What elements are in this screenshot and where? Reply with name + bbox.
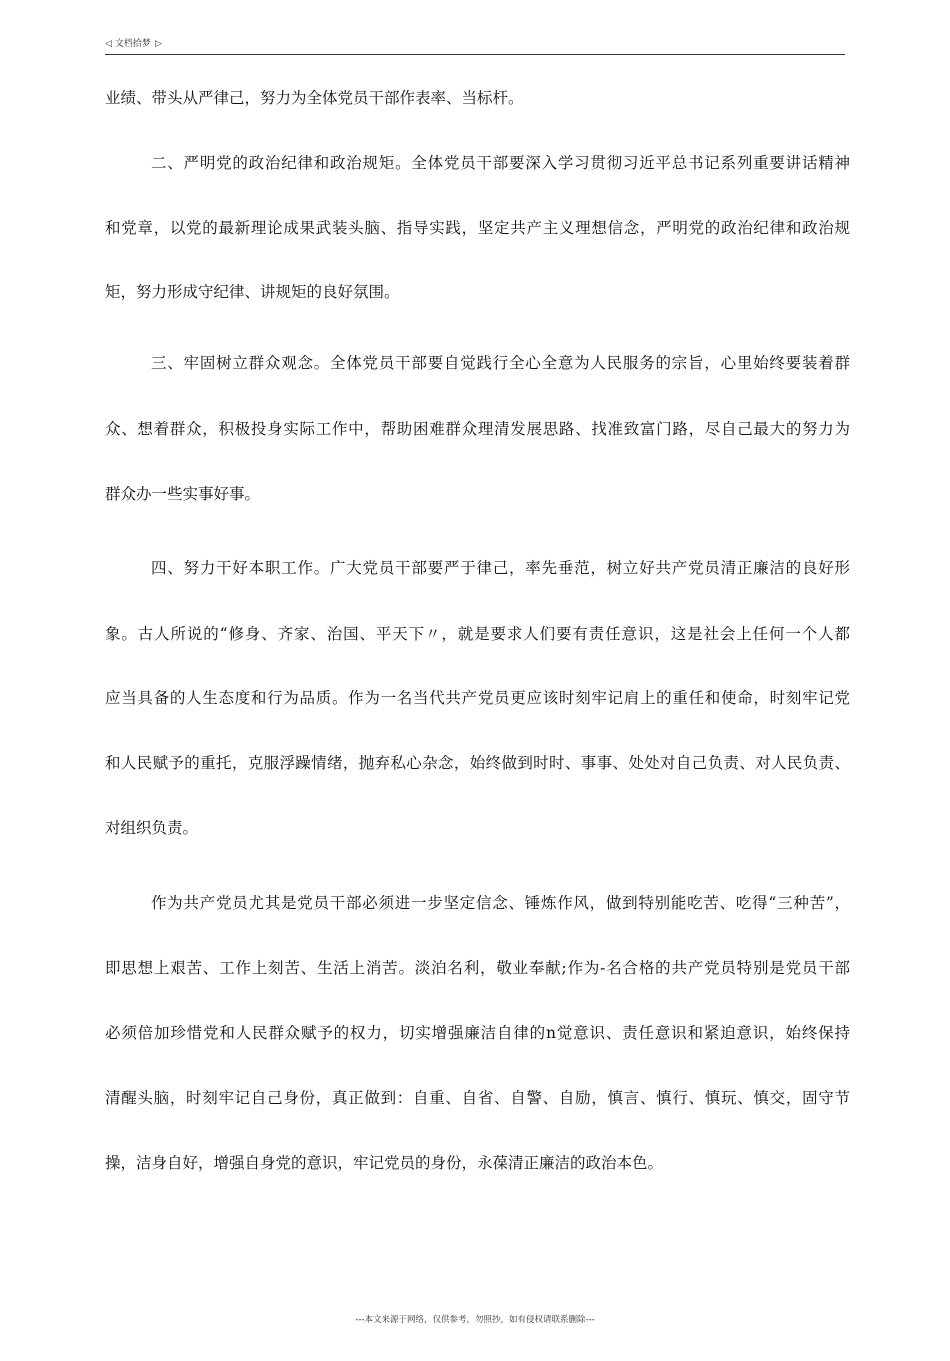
text-line: 二、严明党的政治纪律和政治规矩。全体党员干部要深入学习贯彻习近平总书记系列重要讲话精神 [151,154,850,172]
text-line: 操，洁身自好，增强自身党的意识，牢记党员的身份，永葆清正廉洁的政治本色。 [105,1154,664,1172]
left-triangle-icon: ◁ [105,39,112,49]
page-header [105,38,845,55]
text-line: 矩，努力形成守纪律、讲规矩的良好氛围。 [105,283,400,301]
text-line: 象。古人所说的“修身、齐家、治国、平天下〃，就是要求人们要有责任意识，这是社会上任何一个人都 [105,625,850,643]
text-line: 清醒头脑，时刻牢记自己身份，真正做到：自重、自省、自警、自励，慎言、慎行、慎玩、慎交，固守节 [105,1089,850,1107]
text-line: 群众办一些实事好事。 [105,485,261,503]
text-line: 众、想着群众，积极投身实际工作中，帮助困难群众理清发展思路、找准致富门路，尽自己最大的努力为 [105,420,850,438]
text-line: 四、努力干好本职工作。广大党员干部要严于律己，率先垂范，树立好共产党员清正廉洁的良好形 [151,559,850,577]
text-line: 对组织负责。 [105,819,199,837]
text-line: 应当具备的人生态度和行为品质。作为一名当代共产党员更应该时刻牢记肩上的重任和使命，时刻牢记党 [105,689,850,707]
text-line: 作为共产党员尤其是党员干部必须进一步坚定信念、锤炼作风，做到特别能吃苦、吃得“三种苦”， [151,894,850,912]
text-line: 业绩、带头从严律己，努力为全体党员干部作表率、当标杆。 [105,89,524,107]
page-footer: ---本文来源于网络，仅供参考，勿照抄，如有侵权请联系删除--- [355,1315,595,1325]
right-triangle-icon: ▷ [154,39,162,49]
text-line: 三、牢固树立群众观念。全体党员干部要自觉践行全心全意为人民服务的宗旨，心里始终要装着群 [151,354,850,372]
text-line: 和党章，以党的最新理论成果武装头脑、指导实践，坚定共产主义理想信念，严明党的政治纪律和政治规 [105,219,850,237]
text-line: 即思想上艰苦、工作上刻苦、生活上消苦。淡泊名利，敬业奉献;作为-名合格的共产党员特别是党员干部 [105,959,850,977]
text-line: 必须倍加珍惜党和人民群众赋予的权力，切实增强廉洁自律的n觉意识、责任意识和紧迫意识，始终保持 [105,1024,850,1042]
text-line: 和人民赋予的重托，克服浮躁情绪，抛弃私心杂念，始终做到时时、事事、处处对自己负责、对人民负责、 [105,754,850,772]
header-brand: 文档拾梦 [114,39,151,49]
